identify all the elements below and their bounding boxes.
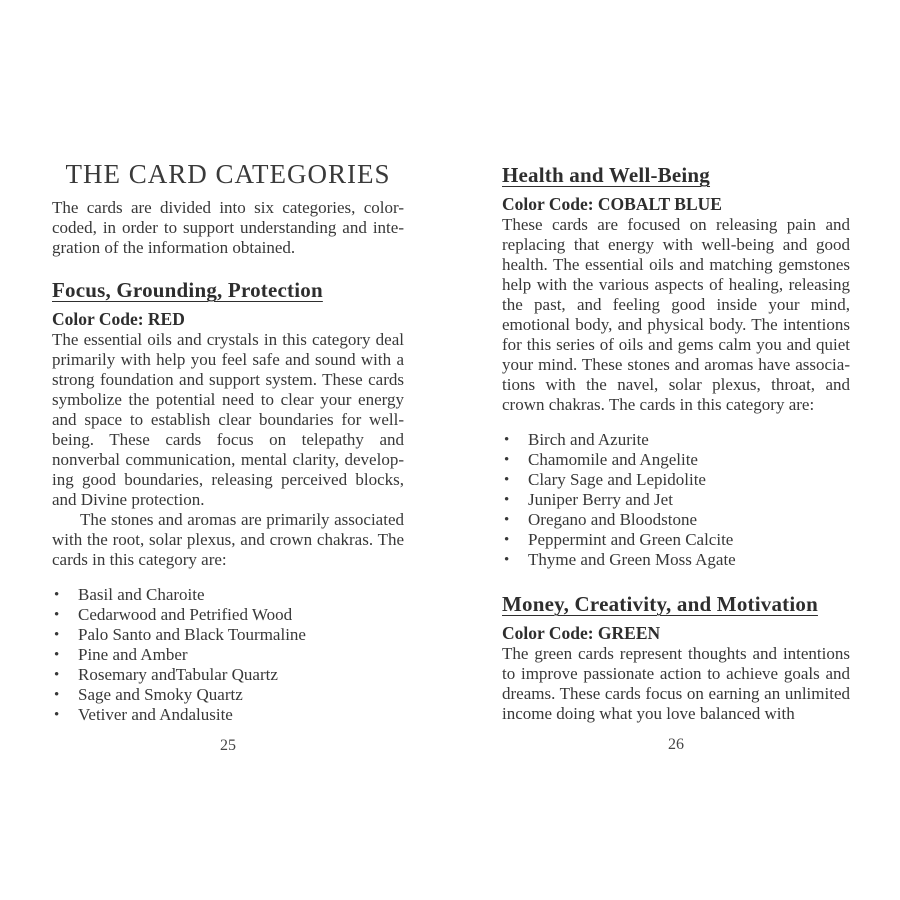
- list-item-label: Rosemary andTabular Quartz: [78, 665, 278, 684]
- section-heading-money-creativity-motivation: Money, Creativity, and Motivation: [502, 592, 818, 616]
- list-item: [502, 530, 850, 550]
- bullet-icon: •: [54, 587, 60, 603]
- bullet-icon: •: [54, 667, 60, 683]
- page-title: THE CARD CATEGORIES: [65, 159, 391, 189]
- list-item-label: Cedarwood and Petrified Wood: [78, 605, 293, 624]
- section-heading-health-well-being: Health and Well-Being: [502, 163, 711, 187]
- color-code-red: Color Code: RED: [52, 309, 185, 329]
- list-item: [52, 585, 404, 605]
- bullet-icon: •: [54, 707, 60, 723]
- list-item: [502, 470, 850, 490]
- list-item-label: Peppermint and Green Calcite: [528, 530, 734, 549]
- list-item-label: Birch and Azurite: [528, 430, 649, 449]
- list-item: [52, 705, 404, 725]
- list-item-label: Pine and Amber: [78, 645, 188, 664]
- list-item: [52, 625, 404, 645]
- left-page: [52, 158, 404, 755]
- list-item: [502, 450, 850, 470]
- list-item: [502, 510, 850, 530]
- list-item-label: Sage and Smoky Quartz: [78, 685, 243, 704]
- list-item-label: Chamomile and Angelite: [528, 450, 698, 469]
- focus-card-list: [52, 585, 404, 725]
- bullet-icon: •: [54, 627, 60, 643]
- focus-chakra-paragraph: The stones and aromas are primarily associated with the root, solar plexus, and crown chakras. The cards in this category are:: [52, 510, 404, 569]
- list-item-label: Thyme and Green Moss Agate: [528, 550, 736, 569]
- list-item: [52, 665, 404, 685]
- list-item: [502, 430, 850, 450]
- right-page: [502, 163, 850, 754]
- bullet-icon: •: [54, 647, 60, 663]
- list-item: [502, 490, 850, 510]
- intro-paragraph: The cards are divided into six categories, color-coded, in order to support understanding and integration of the information obtained.: [52, 198, 404, 257]
- list-item: [52, 605, 404, 625]
- page-number-left: 25: [220, 737, 236, 754]
- health-body-paragraph: These cards are focused on releasing pain and replacing that energy with well-being and good health. The essential oils and matching gemstones help with the various aspects of healing, releasing the past, and feeling good inside your mind, emotional body, and physical body. The intentions for this series of oils and gems calm you and quiet your mind. These stones and aromas have associations with the navel, solar plexus, throat, and crown chakras. The cards in this category are:: [502, 215, 850, 414]
- bullet-icon: •: [504, 452, 510, 468]
- list-item-label: Palo Santo and Black Tourmaline: [78, 625, 306, 644]
- color-code-cobalt-blue: Color Code: COBALT BLUE: [502, 194, 722, 214]
- bullet-icon: •: [504, 532, 510, 548]
- bullet-icon: •: [504, 552, 510, 568]
- list-item: [52, 645, 404, 665]
- bullet-icon: •: [504, 492, 510, 508]
- list-item: [502, 550, 850, 570]
- list-item-label: Basil and Charoite: [78, 585, 205, 604]
- bullet-icon: •: [54, 607, 60, 623]
- list-item-label: Juniper Berry and Jet: [528, 490, 673, 509]
- money-body-paragraph: The green cards represent thoughts and intentions to improve passionate action to achieve goals and dreams. These cards focus on earning an unlimited income doing what you love balanced with: [502, 644, 850, 723]
- bullet-icon: •: [54, 687, 60, 703]
- list-item: [52, 685, 404, 705]
- list-item-label: Clary Sage and Lepidolite: [528, 470, 706, 489]
- bullet-icon: •: [504, 432, 510, 448]
- page-number-right: 26: [668, 736, 684, 753]
- color-code-green: Color Code: GREEN: [502, 623, 661, 643]
- section-heading-focus-grounding-protection: Focus, Grounding, Protection: [52, 278, 323, 302]
- bullet-icon: •: [504, 472, 510, 488]
- bullet-icon: •: [504, 512, 510, 528]
- list-item-label: Oregano and Bloodstone: [528, 510, 698, 529]
- list-item-label: Vetiver and Andalusite: [78, 705, 233, 724]
- health-card-list: [502, 430, 850, 570]
- focus-body-paragraph: The essential oils and crystals in this category deal primarily with help you feel safe and sound with a strong foundation and support system. These cards symbolize the potential need to clear your energy and space to establish clear boundaries for well-being. These cards focus on telepathy and nonverbal communication, mental clarity, developing good boundaries, releasing perceived blocks, and Divine protection.: [52, 330, 404, 509]
